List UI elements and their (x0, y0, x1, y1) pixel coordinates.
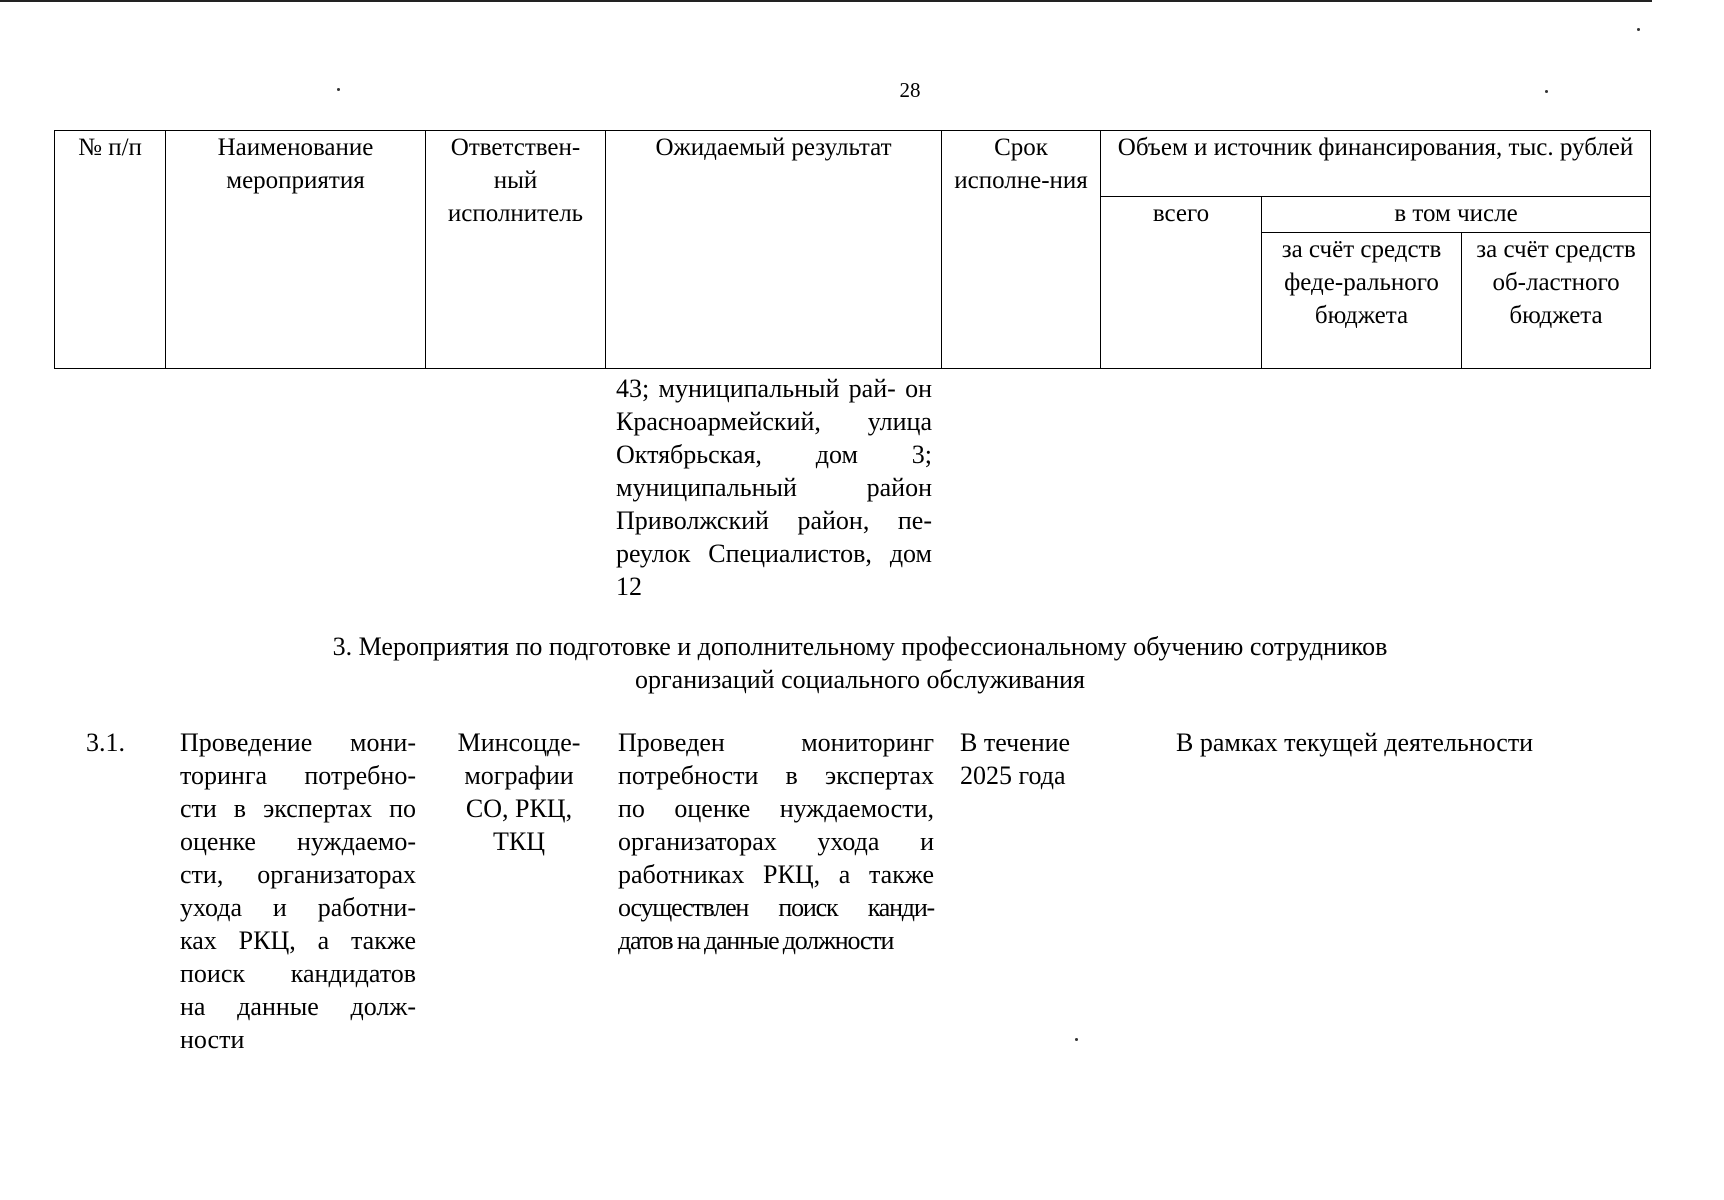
continued-result-text (616, 372, 932, 603)
header-funding: Объем и источник финансирования, тыс. рублей (1101, 131, 1651, 197)
text-line: он Красноармейский, (616, 374, 933, 436)
section-heading-line: 3. Мероприятия по подготовке и дополнительному профессиональному обучению сотрудников (332, 632, 1388, 661)
row-term (960, 726, 1090, 792)
top-border-line (0, 0, 1652, 2)
text-line: Приволжский район, пе- (616, 506, 932, 535)
header-expected-result: Ожидаемый результат (606, 131, 942, 369)
text-line: реулок Специалистов, (616, 539, 872, 568)
row-responsible (444, 726, 594, 858)
text-line: работниках РКЦ, а также (618, 860, 934, 889)
text-line: потребности в экспертах (618, 761, 934, 790)
text-line: 3; муниципальный район (616, 440, 933, 502)
header-regional: за счёт средств об-ластного бюджета (1462, 233, 1651, 369)
text-line: ТКЦ (493, 827, 545, 856)
text-line: оценке нуждаемо- (180, 827, 416, 856)
text-line: 43; муниципальный рай- (616, 374, 896, 403)
text-line: дом 12 (616, 539, 932, 601)
continued-text-block (616, 372, 932, 603)
text-line: поиск кандидатов (180, 959, 416, 988)
text-line: СО, РКЦ, (465, 794, 573, 823)
text-line: на данные долж- (180, 992, 416, 1021)
section-heading (200, 630, 1520, 696)
header-total: всего (1101, 197, 1262, 369)
text-line: осуществлен поиск канди- (618, 893, 934, 922)
text-line: Проведен мониторинг (618, 728, 934, 757)
table-header (54, 130, 1651, 369)
text-line: организаторах ухода и (618, 827, 934, 856)
text-line: сти, организаторах (180, 860, 416, 889)
text-line: улица Октябрьская, дом (616, 407, 932, 469)
text-line: торинга потребно- (180, 761, 416, 790)
header-event-name: Наименование мероприятия (166, 131, 426, 369)
row-number: 3.1. (86, 728, 125, 757)
header-federal: за счёт средств феде-рального бюджета (1262, 233, 1462, 369)
section-heading-line: организаций социального обслуживания (634, 665, 1086, 694)
row-event-name (180, 726, 416, 1056)
header-number: № п/п (55, 131, 166, 369)
text-line: 2025 года (960, 761, 1066, 790)
text-line: датов на данные должности (618, 926, 894, 955)
text-line: Проведение мони- (180, 728, 416, 757)
text-line: сти в экспертах по (180, 794, 416, 823)
text-line: ухода и работни- (180, 893, 416, 922)
row-funding: В рамках текущей деятельности (1176, 728, 1534, 757)
text-line: В течение (960, 728, 1071, 757)
text-line: по оценке нуждаемости, (618, 794, 934, 823)
scan-speck (1637, 28, 1640, 31)
scan-speck (1075, 1038, 1078, 1041)
header-including: в том числе (1262, 197, 1651, 233)
page-number: 28 (899, 78, 921, 102)
header-responsible: Ответствен-ный исполнитель (426, 131, 606, 369)
text-line: ности (180, 1025, 245, 1054)
header-term: Срок исполне-ния (942, 131, 1101, 369)
text-line: ках РКЦ, а также (180, 926, 416, 955)
text-line: мографии (464, 761, 574, 790)
row-expected-result (618, 726, 934, 957)
text-line: Минсоцде- (457, 728, 581, 757)
